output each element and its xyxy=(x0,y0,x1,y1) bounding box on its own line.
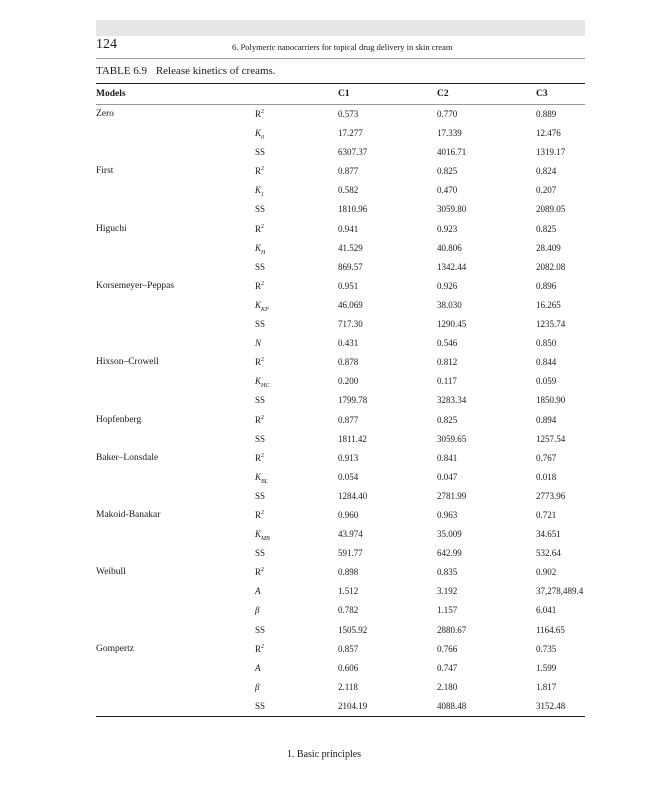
value-c2: 0.546 xyxy=(437,338,458,349)
value-c3: 0.894 xyxy=(536,414,557,425)
parameter-base: K xyxy=(255,529,262,540)
parameter-base: K xyxy=(255,376,262,387)
parameter-symbol xyxy=(255,109,264,119)
table-row xyxy=(96,659,585,678)
table-row xyxy=(96,697,585,716)
table-row xyxy=(96,315,585,334)
parameter-symbol xyxy=(255,147,265,157)
parameter-subscript: 1 xyxy=(261,192,265,199)
parameter-base: K xyxy=(255,299,262,310)
value-c3: 3152.48 xyxy=(536,700,566,711)
table-row xyxy=(96,391,585,410)
parameter-symbol xyxy=(255,185,264,198)
value-c1: 869.57 xyxy=(338,261,363,272)
value-c2: 0.825 xyxy=(437,166,458,177)
table-row xyxy=(96,468,585,487)
value-c3: 0.850 xyxy=(536,338,557,349)
parameter-superscript: 2 xyxy=(261,452,265,459)
table-header-row xyxy=(96,84,585,105)
value-c3: 0.207 xyxy=(536,185,557,196)
parameter-symbol xyxy=(255,338,261,348)
table-row xyxy=(96,296,585,315)
value-c2: 0.117 xyxy=(437,376,457,387)
value-c2: 2.180 xyxy=(437,681,458,692)
parameter-superscript: 2 xyxy=(261,223,265,230)
value-c1: 1.512 xyxy=(338,586,359,597)
parameter-subscript: KP xyxy=(261,306,269,313)
parameter-base: SS xyxy=(255,700,266,711)
value-c3: 37,278,489.4 xyxy=(536,586,584,597)
table-caption-label: TABLE 6.9 xyxy=(96,65,148,77)
value-c3: 0.824 xyxy=(536,166,557,177)
value-c2: 0.835 xyxy=(437,567,458,578)
page-number: 124 xyxy=(96,37,117,52)
table-row xyxy=(96,124,585,143)
parameter-symbol xyxy=(255,395,265,405)
parameter-base: R xyxy=(255,280,262,291)
value-c3: 0.825 xyxy=(536,223,557,234)
table-row xyxy=(96,411,585,430)
table-row xyxy=(96,582,585,601)
model-name: Baker–Lonsdale xyxy=(96,452,159,463)
model-name: Weibull xyxy=(96,567,126,578)
parameter-symbol xyxy=(255,204,265,214)
value-c3: 2089.05 xyxy=(536,204,566,215)
parameter-symbol xyxy=(255,281,264,291)
parameter-superscript: 2 xyxy=(261,643,265,650)
parameter-symbol xyxy=(255,262,265,272)
table-row xyxy=(96,353,585,372)
parameter-base: β xyxy=(255,681,260,692)
value-c1: 0.913 xyxy=(338,452,359,463)
parameter-symbol xyxy=(255,625,265,635)
value-c3: 1257.54 xyxy=(536,433,566,444)
value-c1: 1284.40 xyxy=(338,490,368,501)
table-row xyxy=(96,162,585,181)
value-c2: 2781.99 xyxy=(437,490,467,501)
parameter-base: R xyxy=(255,567,262,578)
value-c2: 1290.45 xyxy=(437,319,467,330)
value-c1: 1799.78 xyxy=(338,395,368,406)
value-c3: 34.651 xyxy=(536,529,561,540)
value-c2: 3059.80 xyxy=(437,204,467,215)
value-c1: 1505.92 xyxy=(338,624,368,635)
value-c2: 0.747 xyxy=(437,662,458,673)
parameter-symbol xyxy=(255,128,264,141)
value-c1: 0.054 xyxy=(338,471,359,482)
value-c3: 0.844 xyxy=(536,357,557,368)
parameter-base: β xyxy=(255,605,260,616)
value-c3: 0.902 xyxy=(536,567,557,578)
parameter-symbol xyxy=(255,224,264,234)
parameter-symbol xyxy=(255,529,270,542)
parameter-base: SS xyxy=(255,395,266,406)
table-row xyxy=(96,678,585,697)
value-c1: 43.974 xyxy=(338,529,363,540)
value-c2: 38.030 xyxy=(437,299,462,310)
column-header-c3: C3 xyxy=(536,89,548,99)
value-c1: 1810.96 xyxy=(338,204,368,215)
column-header-c2: C2 xyxy=(437,89,449,99)
value-c2: 4088.48 xyxy=(437,700,467,711)
table-row xyxy=(96,239,585,258)
value-c1: 0.606 xyxy=(338,662,359,673)
table-caption-text: Release kinetics of creams. xyxy=(155,65,276,77)
table-row xyxy=(96,372,585,391)
value-c2: 0.812 xyxy=(437,357,458,368)
value-c1: 0.431 xyxy=(338,338,359,349)
value-c3: 1319.17 xyxy=(536,147,566,158)
table-row xyxy=(96,181,585,200)
parameter-subscript: MB xyxy=(261,535,270,542)
page-footer: 1. Basic principles xyxy=(286,749,362,760)
value-c1: 1811.42 xyxy=(338,433,367,444)
value-c3: 0.889 xyxy=(536,109,557,119)
parameter-symbol xyxy=(255,644,264,654)
parameter-symbol xyxy=(255,682,259,692)
value-c1: 2104.19 xyxy=(338,700,368,711)
value-c2: 2880.67 xyxy=(437,624,467,635)
value-c1: 0.200 xyxy=(338,376,359,387)
value-c1: 46.069 xyxy=(338,299,363,310)
parameter-symbol xyxy=(255,319,265,329)
parameter-symbol xyxy=(255,605,259,615)
parameter-base: SS xyxy=(255,204,266,215)
parameter-base: K xyxy=(255,242,262,253)
header-band xyxy=(96,20,585,36)
parameter-symbol xyxy=(255,453,264,463)
model-name: Hopfenberg xyxy=(96,414,142,425)
parameter-base: R xyxy=(255,414,262,425)
parameter-symbol xyxy=(255,548,265,558)
parameter-symbol xyxy=(255,166,264,176)
parameter-superscript: 2 xyxy=(261,109,265,115)
value-c1: 0.573 xyxy=(338,109,359,119)
value-c3: 1164.65 xyxy=(536,624,565,635)
value-c1: 0.898 xyxy=(338,567,359,578)
value-c1: 17.277 xyxy=(338,128,363,139)
value-c3: 532.64 xyxy=(536,548,561,559)
model-name: Higuchi xyxy=(96,223,127,234)
parameter-base: R xyxy=(255,166,262,177)
value-c1: 0.782 xyxy=(338,605,359,616)
parameter-base: R xyxy=(255,223,262,234)
parameter-base: A xyxy=(255,586,261,597)
value-c1: 0.857 xyxy=(338,643,359,654)
value-c2: 1342.44 xyxy=(437,261,467,272)
value-c2: 0.923 xyxy=(437,223,458,234)
value-c3: 12.476 xyxy=(536,128,561,139)
parameter-symbol xyxy=(255,586,261,596)
value-c3: 0.721 xyxy=(536,509,557,520)
parameter-symbol xyxy=(255,243,265,256)
value-c3: 2773.96 xyxy=(536,490,566,501)
parameter-base: SS xyxy=(255,147,266,158)
table-row xyxy=(96,506,585,525)
table-body xyxy=(96,105,585,716)
parameter-subscript: H xyxy=(261,249,266,256)
value-c1: 0.878 xyxy=(338,357,359,368)
parameter-symbol xyxy=(255,434,265,444)
value-c3: 0.767 xyxy=(536,452,557,463)
table-bottom-rule xyxy=(96,716,585,717)
value-c3: 1.817 xyxy=(536,681,557,692)
table-row xyxy=(96,430,585,449)
parameter-base: K xyxy=(255,128,262,139)
value-c2: 0.926 xyxy=(437,280,458,291)
table-row xyxy=(96,258,585,277)
table-row xyxy=(96,200,585,219)
value-c1: 591.77 xyxy=(338,548,363,559)
table-row xyxy=(96,544,585,563)
table-row xyxy=(96,487,585,506)
value-c2: 0.963 xyxy=(437,509,458,520)
parameter-subscript: BL xyxy=(261,478,269,485)
column-header-c1: C1 xyxy=(338,89,350,99)
value-c2: 3283.34 xyxy=(437,395,467,406)
value-c2: 17.339 xyxy=(437,128,462,139)
value-c2: 40.806 xyxy=(437,242,462,253)
parameter-base: R xyxy=(255,109,262,119)
release-kinetics-table xyxy=(96,83,585,717)
parameter-superscript: 2 xyxy=(261,567,265,574)
value-c1: 0.960 xyxy=(338,509,359,520)
parameter-base: R xyxy=(255,452,262,463)
value-c1: 717.30 xyxy=(338,319,363,330)
value-c1: 0.951 xyxy=(338,280,359,291)
model-name: First xyxy=(96,166,114,177)
parameter-base: SS xyxy=(255,319,266,330)
column-header-models: Models xyxy=(96,89,126,99)
value-c3: 6.041 xyxy=(536,605,557,616)
value-c1: 6307.37 xyxy=(338,147,368,158)
table-row xyxy=(96,220,585,239)
model-name: Gompertz xyxy=(96,643,134,654)
table-caption xyxy=(96,65,276,77)
value-c1: 0.941 xyxy=(338,223,359,234)
value-c3: 16.265 xyxy=(536,299,561,310)
value-c3: 0.018 xyxy=(536,471,557,482)
parameter-symbol xyxy=(255,472,268,485)
value-c3: 1235.74 xyxy=(536,319,566,330)
parameter-superscript: 2 xyxy=(261,357,265,364)
value-c2: 642.99 xyxy=(437,548,462,559)
table-row xyxy=(96,525,585,544)
value-c2: 3059.65 xyxy=(437,433,467,444)
parameter-symbol xyxy=(255,701,265,711)
parameter-base: SS xyxy=(255,490,266,501)
parameter-base: R xyxy=(255,357,262,368)
value-c2: 0.825 xyxy=(437,414,458,425)
model-name: Makoid-Banakar xyxy=(96,509,161,520)
value-c1: 0.582 xyxy=(338,185,359,196)
model-name: Korsemeyer–Peppas xyxy=(96,280,175,291)
page-header xyxy=(96,36,585,59)
parameter-symbol xyxy=(255,663,261,673)
table-row xyxy=(96,640,585,659)
parameter-base: K xyxy=(255,185,262,196)
parameter-base: K xyxy=(255,471,262,482)
parameter-symbol xyxy=(255,491,265,501)
value-c1: 0.877 xyxy=(338,166,359,177)
parameter-symbol xyxy=(255,357,264,367)
table-row xyxy=(96,105,585,124)
parameter-subscript: HC xyxy=(261,383,270,390)
model-name: Hixson–Crowell xyxy=(96,357,159,368)
value-c3: 0.896 xyxy=(536,280,557,291)
parameter-base: N xyxy=(255,338,262,349)
value-c2: 3.192 xyxy=(437,586,458,597)
table-row xyxy=(96,334,585,353)
running-title: 6. Polymeric nanocarriers for topical drug delivery in skin cream xyxy=(232,42,453,52)
parameter-subscript: 0 xyxy=(261,134,265,141)
parameter-base: R xyxy=(255,509,262,520)
table-row xyxy=(96,621,585,640)
value-c2: 35.009 xyxy=(437,529,462,540)
parameter-symbol xyxy=(255,376,269,389)
parameter-base: R xyxy=(255,643,262,654)
parameter-superscript: 2 xyxy=(261,509,265,516)
value-c1: 41.529 xyxy=(338,242,363,253)
value-c2: 0.766 xyxy=(437,643,458,654)
value-c3: 28.409 xyxy=(536,242,561,253)
value-c3: 0.735 xyxy=(536,643,557,654)
parameter-base: SS xyxy=(255,624,266,635)
value-c3: 2082.08 xyxy=(536,261,566,272)
parameter-symbol xyxy=(255,510,264,520)
value-c2: 0.841 xyxy=(437,452,458,463)
parameter-base: SS xyxy=(255,548,266,559)
parameter-superscript: 2 xyxy=(261,280,265,287)
table-row xyxy=(96,449,585,468)
value-c2: 1.157 xyxy=(437,605,458,616)
table-row xyxy=(96,563,585,582)
model-name: Zero xyxy=(96,109,114,119)
value-c2: 4016.71 xyxy=(437,147,467,158)
value-c2: 0.047 xyxy=(437,471,458,482)
value-c1: 0.877 xyxy=(338,414,359,425)
value-c2: 0.470 xyxy=(437,185,458,196)
table-row xyxy=(96,601,585,620)
value-c3: 1850.90 xyxy=(536,395,566,406)
value-c3: 0.059 xyxy=(536,376,557,387)
parameter-superscript: 2 xyxy=(261,166,265,173)
value-c3: 1.599 xyxy=(536,662,557,673)
table-row xyxy=(96,143,585,162)
parameter-base: SS xyxy=(255,433,266,444)
table-row xyxy=(96,277,585,296)
parameter-symbol xyxy=(255,300,269,313)
parameter-symbol xyxy=(255,415,264,425)
parameter-superscript: 2 xyxy=(261,414,265,421)
parameter-base: SS xyxy=(255,261,266,272)
value-c2: 0.770 xyxy=(437,109,458,119)
parameter-symbol xyxy=(255,567,264,577)
value-c1: 2.118 xyxy=(338,681,358,692)
parameter-base: A xyxy=(255,662,261,673)
